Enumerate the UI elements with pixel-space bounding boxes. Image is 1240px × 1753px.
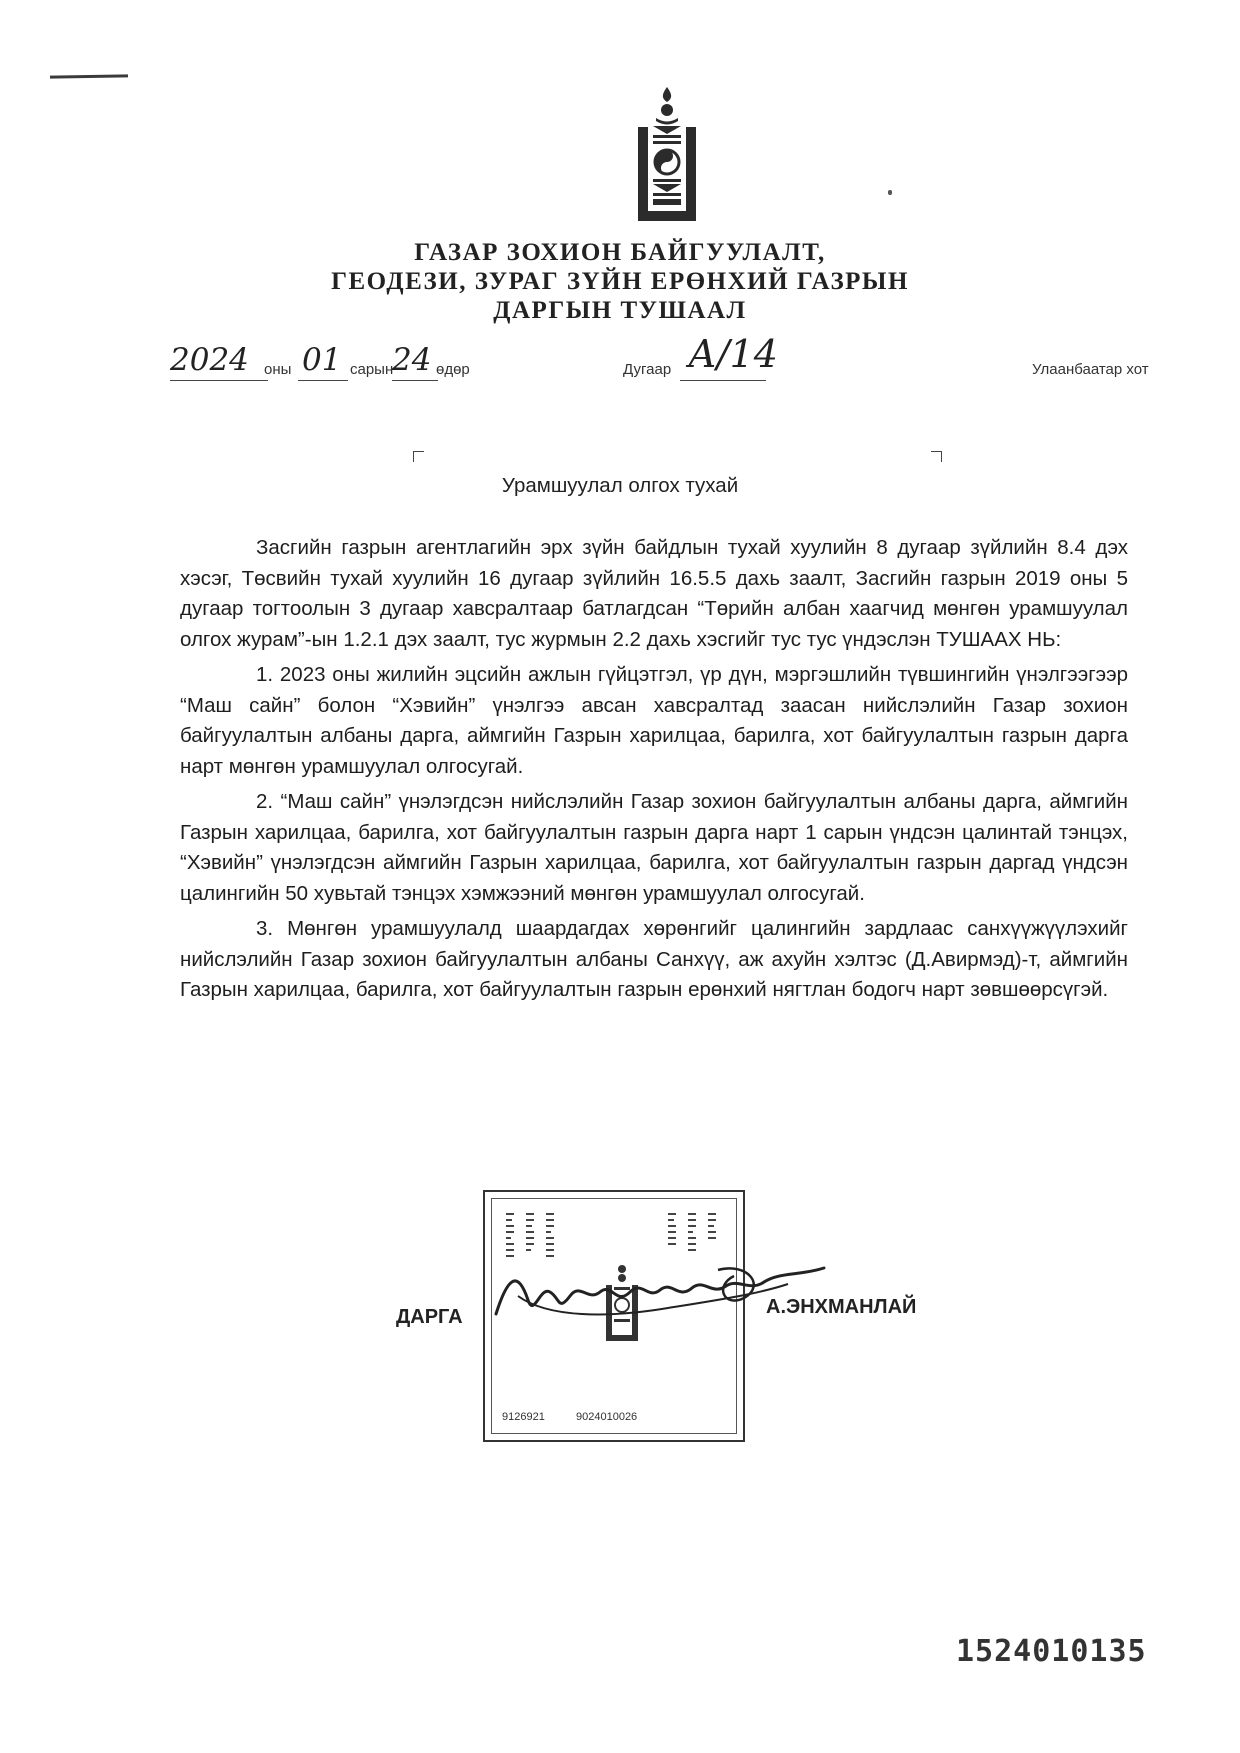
order-day: 24 — [392, 342, 432, 378]
seal-script-column — [526, 1213, 534, 1255]
month-label: сарын — [350, 361, 394, 378]
seal-script-column — [546, 1213, 554, 1261]
order-subject: Урамшуулал олгох тухай — [501, 474, 739, 497]
order-clause: 2. “Маш сайн” үнэлэгдсэн нийслэлийн Газар зохион байгуулалтын албаны дарга, аймгийн Газрын харилцаа, барилга, хот байгуулалтын газрын дарга нарт 1 сарын үндсэн цалинтай тэнцэх, “Хэвийн” үнэлэгдсэн аймгийн Газрын харилцаа, барилга, хот байгуулалтын газрын даргад үндсэн цалингийн 50 хувьтай тэнцэх хэмжээний мөнгөн урамшуулал олгосугай. — [180, 790, 1128, 905]
seal-script-column — [708, 1213, 716, 1243]
scan-speck — [888, 190, 892, 195]
year-underline — [170, 380, 268, 381]
document-serial-number: 1524010135 — [956, 1634, 1147, 1669]
subject-bracket-left — [413, 451, 424, 462]
seal-script-column — [688, 1213, 696, 1255]
issuer-title — [0, 238, 1240, 325]
order-year: 2024 — [170, 342, 249, 378]
month-underline — [298, 380, 348, 381]
order-clause: 1. 2023 оны жилийн эцсийн ажлын гүйцэтгэл, үр дүн, мэргэшлийн түвшингийн үнэлгээгээр “Маш сайн” болон “Хэвийн” үнэлгээ авсан хавсралтад заасан нийслэлийн Газар зохион байгуулалтын албаны дарга, аймгийн Газрын харилцаа, барилга, хот байгуулалтын газрын дарга нарт мөнгөн урамшуулал олгосугай. — [180, 663, 1128, 778]
seal-script-column — [668, 1213, 676, 1249]
subject-bracket-right — [931, 451, 942, 462]
issuing-city: Улаанбаатар хот — [1032, 361, 1149, 378]
number-underline — [680, 380, 766, 381]
margin-dash-mark — [50, 74, 128, 78]
signer-title: ДАРГА — [396, 1306, 463, 1328]
issuer-title-line: ДАРГЫН ТУШААЛ — [493, 297, 747, 324]
order-body — [180, 533, 1128, 1011]
preamble-paragraph: Засгийн газрын агентлагийн эрх зүйн байдлын тухай хуулийн 8 дугаар зүйлийн 8.4 дэх хэсэг, Төсвийн тухай хуулийн 16 дугаар зүйлийн 16.5.5 дахь заалт, Засгийн газрын 2019 оны 5 дугаар тогтоолын 3 дугаар хавсралтаар батлагдсан “Төрийн албан хаагчид мөнгөн урамшуулал олгох журам”-ын 1.2.1 дэх заалт, тус журмын 2.2 дахь хэсгийг тус тус үндэслэн ТУШААХ НЬ: — [180, 536, 1128, 651]
seal-code: 9126921 — [502, 1411, 545, 1423]
issuer-title-line: ГАЗАР ЗОХИОН БАЙГУУЛАЛТ, — [414, 239, 826, 266]
order-month: 01 — [302, 342, 342, 378]
signer-name: А.ЭНХМАНЛАЙ — [766, 1296, 917, 1318]
day-underline — [392, 380, 438, 381]
order-clause: 3. Мөнгөн урамшуулалд шаардагдах хөрөнгийг цалингийн зардлаас санхүүжүүлэхийг нийслэлийн Газар зохион байгуулалтын албаны Санхүү, аж ахуйн хэлтэс (Д.Авирмэд)-т, аймгийн Газрын харилцаа, барилга, хот байгуулалтын газрын ерөнхий нягтлан бодогч нарт зөвшөөрсүгэй. — [180, 917, 1128, 1001]
day-label: өдөр — [436, 361, 470, 378]
seal-script-column — [506, 1213, 514, 1261]
year-label: оны — [264, 361, 292, 378]
issuer-title-line: ГЕОДЕЗИ, ЗУРАГ ЗҮЙН ЕРӨНХИЙ ГАЗРЫН — [331, 268, 909, 295]
order-number-label: Дугаар — [623, 361, 672, 378]
soyombo-emblem-icon — [636, 85, 698, 223]
order-number: А/14 — [688, 332, 778, 376]
seal-code: 9024010026 — [576, 1411, 638, 1423]
